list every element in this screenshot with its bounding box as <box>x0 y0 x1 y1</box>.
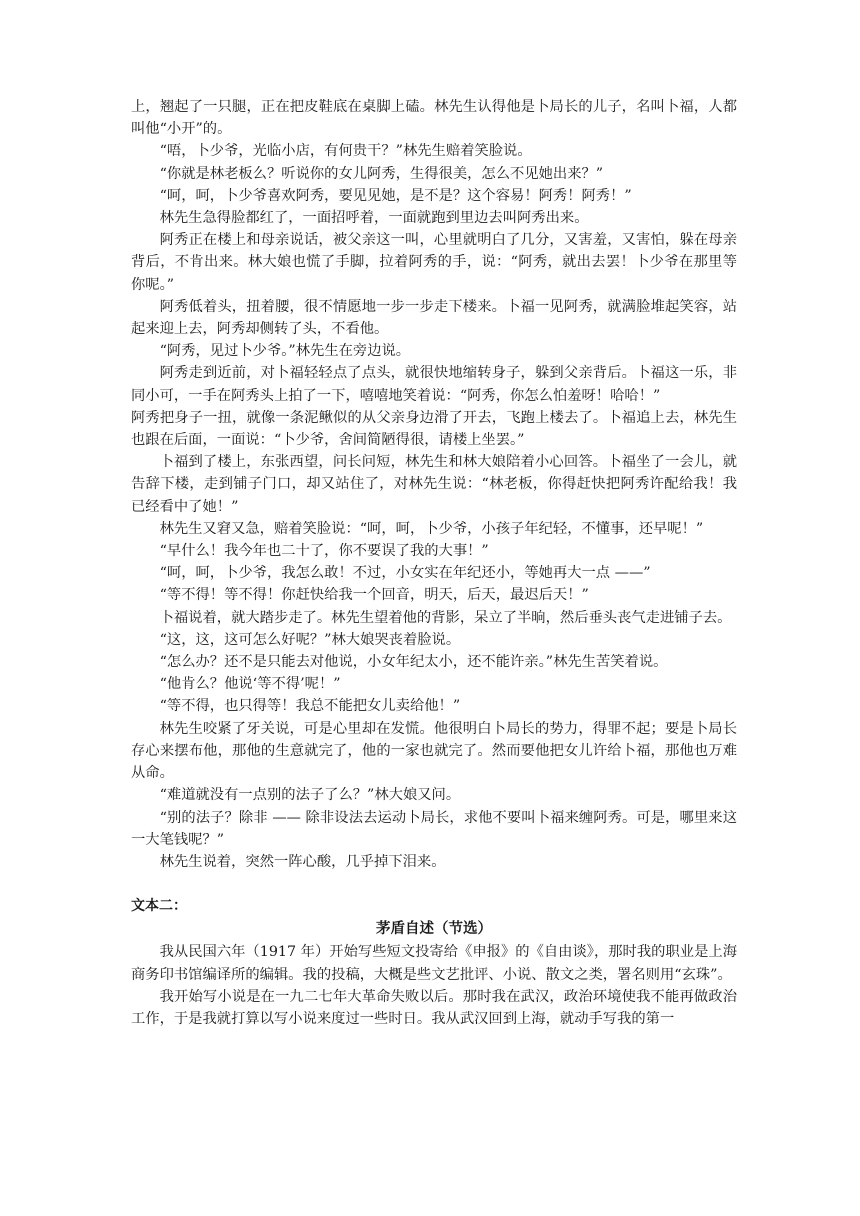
section-label: 文本二： <box>131 898 187 915</box>
paragraph: 林先生急得脸都红了，一面招呼着，一面就跑到里边去叫阿秀出来。 <box>159 210 589 227</box>
paragraph: 我从民国六年（1917 年）开始写些短文投寄给《申报》的《自由谈》，那时我的职业是上海商务印书馆编译所的编辑。我的投稿，大概是些文艺批评、小说、散文之类，署名则用“玄珠”。 <box>131 944 737 983</box>
paragraph: 卜福说着，就大踏步走了。林先生望着他的背影，呆立了半晌，然后垂头丧气走进铺子去。 <box>159 609 732 626</box>
paragraph: “等不得！等不得！你赶快给我一个回音，明天，后天，最迟后天！” <box>159 587 589 604</box>
paragraph: “怎么办？还不是只能去对他说，小女年纪太小，还不能许亲。”林先生苦笑着说。 <box>159 654 668 671</box>
paragraph: “你就是林老板么？听说你的女儿阿秀，生得很美，怎么不见她出来？” <box>159 165 604 182</box>
paragraph: “呵，呵，卜少爷喜欢阿秀，要见见她，是不是？这个容易！阿秀！阿秀！” <box>159 187 632 204</box>
paragraph: 林先生说着，突然一阵心酸，几乎掉下泪来。 <box>159 853 446 870</box>
paragraph: “唔，卜少爷，光临小店，有何贵干？”林先生赔着笑脸说。 <box>159 143 532 160</box>
paragraph: “阿秀，见过卜少爷。”林先生在旁边说。 <box>159 343 411 360</box>
paragraph: “早什么！我今年也二十了，你不要误了我的大事！” <box>159 543 489 560</box>
paragraph: “难道就没有一点别的法子了么？”林大娘又问。 <box>159 787 461 804</box>
paragraph: 林先生咬紧了牙关说，可是心里却在发慌。他很明白卜局长的势力，得罪不起；要是卜局长存心来摆布他，那他的生意就完了，他的一家也就完了。然而要他把女儿许给卜福，那他也万难从命。 <box>131 720 737 782</box>
paragraph: 卜福到了楼上，东张西望，问长问短，林先生和林大娘陪着小心回答。卜福坐了一会儿，就告辞下楼，走到铺子门口，却又站住了，对林先生说：“林老板，你得赶快把阿秀许配给我！我已经看中了她！” <box>131 454 737 515</box>
paragraph: “这，这，这可怎么好呢？”林大娘哭丧着脸说。 <box>159 631 461 648</box>
paragraph: 阿秀把身子一扭，就像一条泥鳅似的从父亲身边滑了开去，飞跑上楼去了。卜福追上去，林先生也跟在后面，一面说：“卜少爷，舍间简陋得很，请楼上坐罢。” <box>131 409 737 449</box>
paragraph: “等不得，也只得等！我总不能把女儿卖给他！” <box>159 698 461 715</box>
section-gap <box>131 873 737 895</box>
paragraph: 阿秀正在楼上和母亲说话，被父亲这一叫，心里就明白了几分，又害羞，又害怕，躲在母亲背后，不肯出来。林大娘也慌了手脚，拉着阿秀的手，说：“阿秀，就出去罢！卜少爷在那里等你呢。” <box>131 232 737 293</box>
paragraph: 我开始写小说是在一九二七年大革命失败以后。那时我在武汉，政治环境使我不能再做政治工作，于是我就打算以写小说来度过一些时日。我从武汉回到上海，就动手写我的第一 <box>131 988 737 1027</box>
paragraph: “呵，呵，卜少爷，我怎么敢！不过，小女实在年纪还小，等她再大一点 ——” <box>159 565 651 582</box>
paragraph: 阿秀走到近前，对卜福轻轻点了点头，就很快地缩转身子，躲到父亲背后。卜福这一乐，非同小可，一手在阿秀头上拍了一下，嘻嘻地笑着说：“阿秀，你怎么怕羞呀！哈哈！” <box>131 365 737 404</box>
article-title: 茅盾自述（节选） <box>376 921 492 938</box>
paragraph: 上，翘起了一只腿，正在把皮鞋底在桌脚上磕。林先生认得他是卜局长的儿子，名叫卜福，人都叫他“小开”的。 <box>131 99 737 138</box>
text1-section <box>131 96 737 873</box>
paragraph: “他肯么？他说‘等不得’呢！” <box>159 676 341 693</box>
document-page <box>131 96 737 1030</box>
paragraph: 阿秀低着头，扭着腰，很不情愿地一步一步走下楼来。卜福一见阿秀，就满脸堆起笑容，站起来迎上去，阿秀却侧转了头，不看他。 <box>131 298 737 338</box>
paragraph: 林先生又窘又急，赔着笑脸说：“呵，呵，卜少爷，小孩子年纪轻，不懂事，还早呢！” <box>159 520 704 537</box>
text2-section <box>131 895 737 1030</box>
paragraph: “别的法子？除非 —— 除非设法去运动卜局长，求他不要叫卜福来缠阿秀。可是，哪里来这一大笔钱呢？” <box>131 809 737 848</box>
